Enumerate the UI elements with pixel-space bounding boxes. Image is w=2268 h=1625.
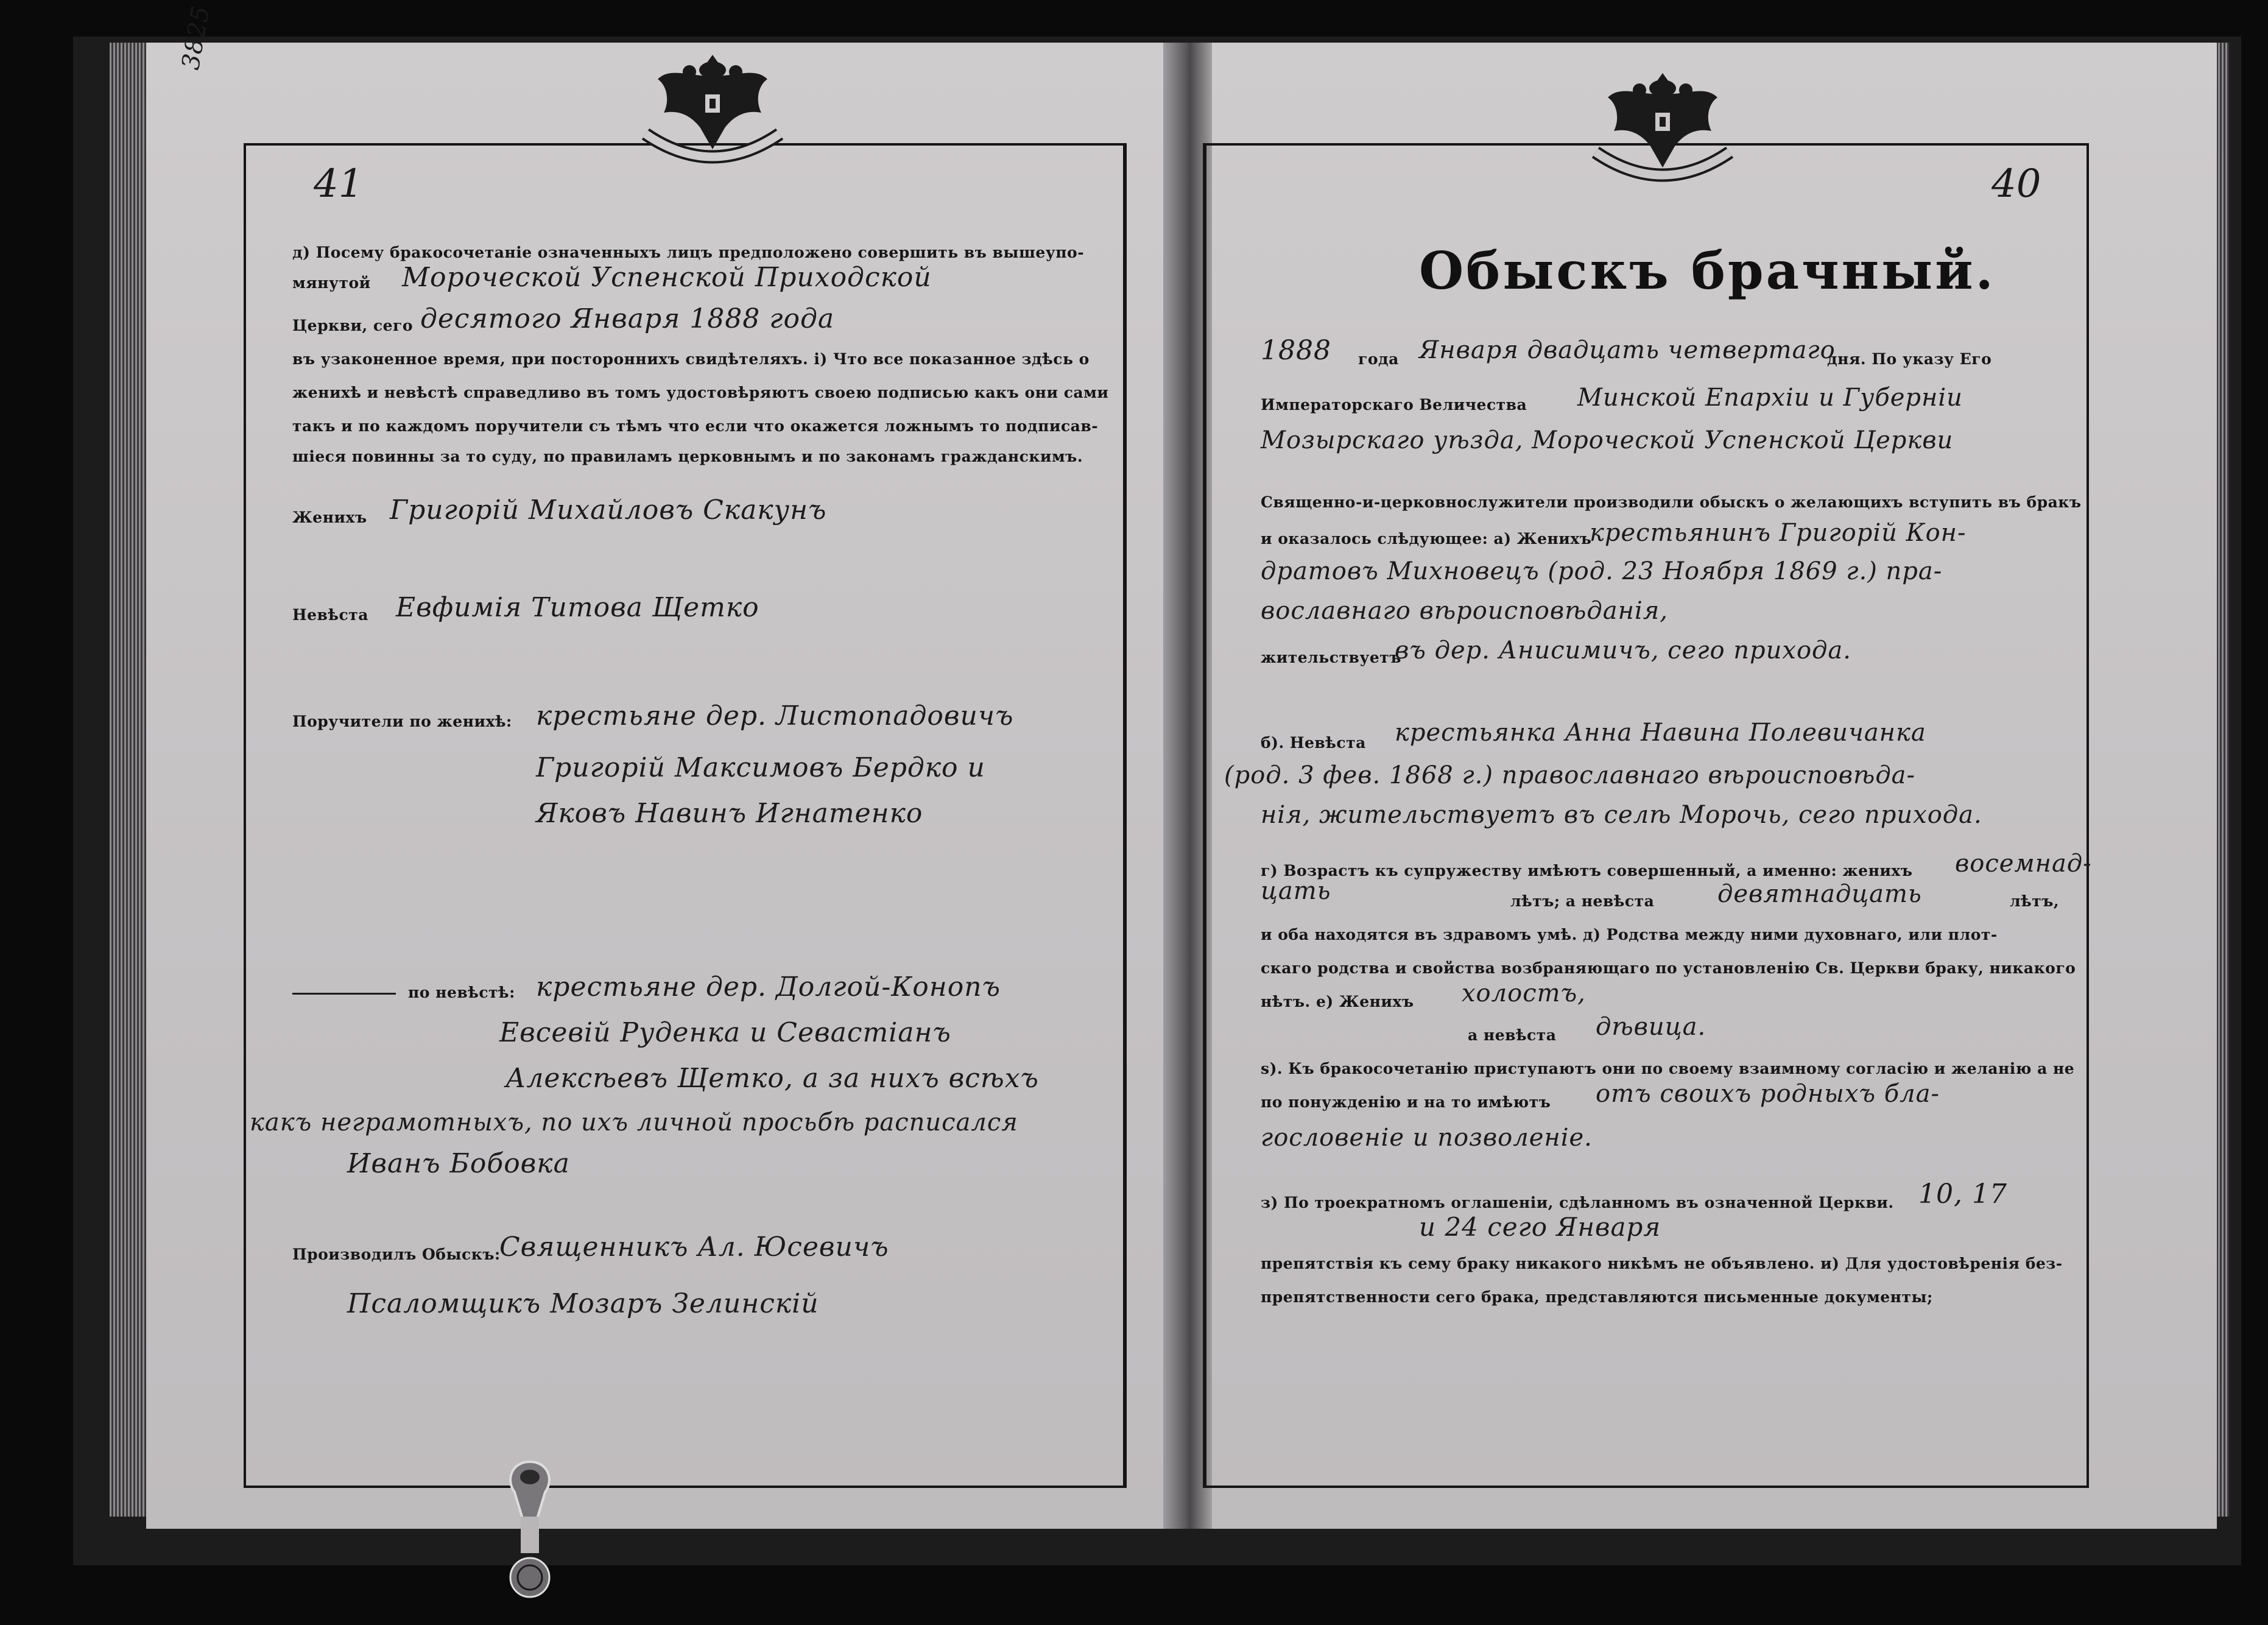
groom-name-hand: Григорій Михайловъ Скакунъ xyxy=(390,495,827,526)
section-g-l3: и оба находятся въ здравомъ умѣ. д) Родства между ними духовнаго, или плот- xyxy=(1261,926,1998,943)
section-g-l2-b: лѣтъ, xyxy=(2010,892,2060,910)
section-z-l3: препятствія къ сему браку никакого никѣмъ не объявлено. и) Для удостовѣренія без- xyxy=(1261,1255,2063,1272)
header-majesty: Императорскаго Величества xyxy=(1261,396,1527,414)
section-g-l5: нѣтъ. е) Женихъ xyxy=(1261,993,1414,1010)
section-z-l1: з) По троекратномъ оглашеніи, сдѣланномъ въ означенной Церкви. xyxy=(1261,1194,1894,1211)
section-a-intro1: Священно-и-церковнослужители производили обыскъ о желающихъ вступить въ бракъ xyxy=(1261,493,2082,511)
section-g-age-hand: восемнад- xyxy=(1955,850,2092,878)
double-headed-eagle-icon xyxy=(1583,61,1742,195)
section-b-bride-hand: (род. 3 фев. 1868 г.) православнаго вѣроисповѣда- xyxy=(1224,761,1916,789)
header-l1-b: дня. По указу Его xyxy=(1827,350,1992,368)
section-d-line7: шіеся повинны за то суду, по правиламъ церковнымъ и по законамъ гражданскимъ. xyxy=(292,448,1083,465)
section-d-line4: въ узаконенное время, при постороннихъ свидѣтеляхъ. і) Что все показанное здѣсь о xyxy=(292,350,1090,368)
header-eparchy-hand: Минской Епархіи и Губерніи xyxy=(1577,384,1963,412)
residence-label: жительствуетъ xyxy=(1261,649,1401,666)
ditto-rule xyxy=(292,993,396,995)
section-d-date-hand: десятого Января 1888 года xyxy=(420,303,835,334)
performed-by-line: Священникъ Ал. Юсевичъ xyxy=(499,1232,889,1263)
guarantors-groom-line: Яковъ Навинъ Игнатенко xyxy=(536,798,923,829)
header-l1-a: года xyxy=(1358,350,1399,368)
section-g-l1: г) Возрастъ къ супружеству имѣютъ совершенный, а именно: женихъ xyxy=(1261,862,1913,879)
section-g-l2-a: лѣтъ; а невѣста xyxy=(1510,892,1655,910)
section-d-line5: женихѣ и невѣстѣ справедливо въ томъ удостовѣряютъ своею подписью какъ они сами xyxy=(292,384,1109,401)
guarantors-bride-line: Евсевій Руденка и Севастіанъ xyxy=(499,1017,951,1048)
guarantors-groom-line: Григорій Максимовъ Бердко и xyxy=(536,752,985,783)
section-s-blessing-hand: гословеніе и позволеніе. xyxy=(1261,1124,1593,1152)
section-z-dates-hand: и 24 сего Января xyxy=(1419,1212,1661,1242)
section-z-dates-hand: 10, 17 xyxy=(1918,1179,2007,1210)
double-headed-eagle-icon xyxy=(633,43,792,177)
left-page-number: 41 xyxy=(314,161,364,206)
section-a-intro2: и оказалось слѣдующее: а) Женихъ xyxy=(1261,530,1592,548)
header-district-hand: Мозырскаго уѣзда, Мороческой Успенской Церкви xyxy=(1261,426,1954,454)
header-date-hand: Января двадцать четвертаго xyxy=(1419,336,1836,364)
section-a-groom-hand: крестьянинъ Григорій Кон- xyxy=(1590,519,1967,547)
section-b-bride-hand: нія, жительствуетъ въ селѣ Морочь, сего прихода. xyxy=(1261,801,1982,829)
section-s-l2: по понужденію и на то имѣютъ xyxy=(1261,1093,1551,1111)
section-d-line3-label: Церкви, сего xyxy=(292,317,414,334)
archive-seal-icon xyxy=(487,1456,572,1602)
header-year-hand: 1888 xyxy=(1261,335,1331,366)
bride-label: Невѣста xyxy=(292,606,368,624)
corner-archive-note: 3825 xyxy=(177,3,216,72)
section-z-l4: препятственности сего брака, представляются письменные документы; xyxy=(1261,1288,1933,1306)
right-page-number: 40 xyxy=(1992,161,2041,206)
section-d-line2-label: мянутой xyxy=(292,274,371,292)
section-a-groom-hand: вославнаго вѣроисповѣданія, xyxy=(1261,597,1668,625)
section-g-age-hand: цать xyxy=(1261,877,1331,905)
guarantors-bride-line: Алексѣевъ Щетко, а за нихъ всѣхъ xyxy=(505,1063,1039,1094)
guarantors-bride-line: Иванъ Бобовка xyxy=(347,1148,570,1179)
guarantors-bride-label: по невѣстѣ: xyxy=(408,984,515,1001)
section-b-bride-hand: крестьянка Анна Навина Полевичанка xyxy=(1395,719,1926,747)
section-g-age-hand: девятнадцать xyxy=(1717,880,1922,908)
section-s-blessing-hand: отъ своихъ родныхъ бла- xyxy=(1596,1080,1940,1108)
section-d-line6: такъ и по каждомъ поручители съ тѣмъ что если что окажется ложнымъ то подписав- xyxy=(292,417,1099,435)
guarantors-groom-line: крестьяне дер. Листопадовичъ xyxy=(536,700,1014,731)
section-g-bride-status-hand: дѣвица. xyxy=(1596,1013,1706,1041)
residence-hand: въ дер. Анисимичъ, сего прихода. xyxy=(1395,636,1851,664)
section-a-groom-hand: дратовъ Михновецъ (род. 23 Ноября 1869 г.) пра- xyxy=(1261,557,1943,585)
section-d-line1: д) Посему бракосочетаніе означенныхъ лицъ предположено совершить въ вышеупо- xyxy=(292,244,1085,261)
section-s-l1: s). Къ бракосочетанію приступаютъ они по своему взаимному согласію и желанію а не xyxy=(1261,1060,2075,1077)
section-g-groom-status-hand: холостъ, xyxy=(1462,979,1586,1007)
section-d-church-hand: Мороческой Успенской Приходской xyxy=(402,262,932,293)
guarantors-bride-line: какъ неграмотныхъ, по ихъ личной просьбѣ расписался xyxy=(250,1109,1018,1137)
performed-by-label: Производилъ Обыскъ: xyxy=(292,1246,501,1263)
performed-by-line: Псаломщикъ Мозаръ Зелинскій xyxy=(347,1288,819,1319)
section-g-l6: а невѣста xyxy=(1468,1026,1557,1044)
groom-label: Женихъ xyxy=(292,509,367,526)
section-b-label: б). Невѣста xyxy=(1261,734,1366,752)
guarantors-bride-line: крестьяне дер. Долгой-Конопъ xyxy=(536,971,1001,1003)
section-g-l4: скаго родства и свойства возбраняющаго по установленію Св. Церкви браку, никакого xyxy=(1261,959,2076,977)
document-title: Обыскъ брачный. xyxy=(1419,241,1996,301)
guarantors-groom-label: Поручители по женихѣ: xyxy=(292,713,512,730)
bride-name-hand: Евфимія Титова Щетко xyxy=(396,592,759,623)
